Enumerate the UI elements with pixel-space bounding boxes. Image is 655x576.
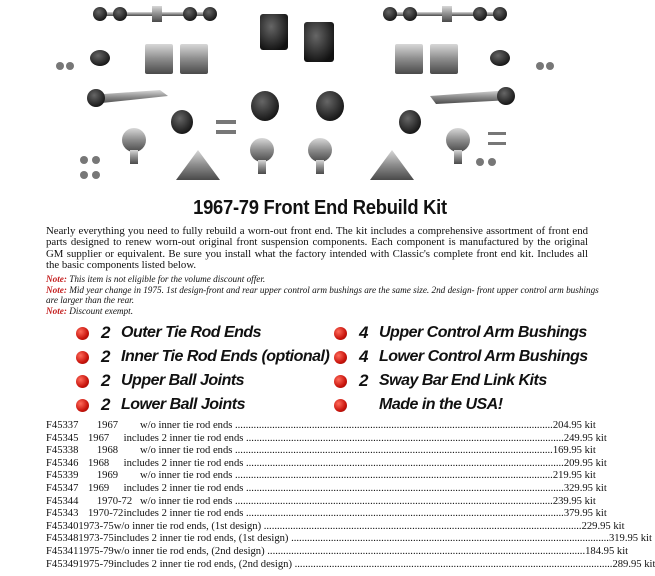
- description: includes 2 inner tie rod ends, (2nd design) ........................................................................................................................: [113, 558, 613, 570]
- part-number: F45338: [46, 445, 79, 457]
- bullet-icon: [76, 375, 89, 388]
- sway-bar-link-right: [383, 6, 507, 22]
- description: w/o inner tie rod ends, (2nd design) ........................................................................................................................: [113, 545, 586, 557]
- part-number: F45347: [46, 482, 79, 494]
- price: 239.95 kit: [552, 495, 596, 507]
- bullet-icon: [334, 375, 347, 388]
- year: 1969: [96, 470, 119, 482]
- product-photo: [40, 0, 600, 196]
- price: 204.95 kit: [552, 420, 596, 431]
- bullet-icon: [334, 351, 347, 364]
- description: w/o inner tie rod ends ........................................................................................................................: [139, 470, 553, 482]
- year: 1975-79: [78, 545, 114, 557]
- description: includes 2 inner tie rod ends ........................................................................................................................: [123, 432, 564, 444]
- table-row: [46, 470, 616, 483]
- note-2: Note: Mid year change in 1975. 1st design-front and rear upper control arm bushings are the same size. 2nd design- front upper control arm bushings are larger than the rear.: [46, 285, 599, 305]
- price: 169.95 kit: [552, 445, 596, 457]
- table-row: [46, 496, 616, 509]
- feature-item: 4 Upper Control Arm Bushings: [334, 322, 587, 344]
- note-3: Note: Discount exempt.: [46, 306, 134, 316]
- bullet-icon: [76, 327, 89, 340]
- year: 1967: [88, 432, 110, 444]
- description: w/o inner tie rod ends ........................................................................................................................: [139, 420, 553, 431]
- table-row: [46, 458, 616, 471]
- upper-control-arm-bushings: [90, 44, 510, 74]
- lower-control-arm-bushings: [260, 14, 334, 62]
- outer-tie-rod-end-left: [87, 89, 168, 107]
- description: includes 2 inner tie rod ends, (1st design) ........................................................................................................................: [113, 533, 609, 545]
- table-row: [46, 483, 616, 496]
- price: 249.95 kit: [563, 432, 607, 444]
- part-number: F45343: [46, 508, 79, 520]
- price: 329.95 kit: [563, 482, 607, 494]
- year: 1973-75: [78, 520, 114, 532]
- price: 289.95 kit: [612, 558, 655, 570]
- year: 1968: [88, 457, 110, 469]
- feature-item: 4 Lower Control Arm Bushings: [334, 346, 588, 368]
- part-number: F45346: [46, 457, 79, 469]
- sway-bar-link-left: [93, 6, 217, 22]
- year: 1970-72: [88, 508, 124, 520]
- price: 379.95 kit: [563, 508, 607, 520]
- description: w/o inner tie rod ends ........................................................................................................................: [139, 445, 553, 457]
- intro-paragraph: Nearly everything you need to fully rebuild a worn-out front end. The kit includes a comprehensive assortment of front end parts designed to renew worn-out original front suspension components. Each component is manufactured by the original GM supplier or equivalent. Be sure you install what the factory intended with Classic's complete front end kit. Includes all the basic components listed below.: [46, 225, 588, 272]
- year: 1973-75: [78, 533, 114, 545]
- outer-tie-rod-end-right: [430, 87, 515, 105]
- part-number: F45349: [46, 558, 79, 570]
- feature-item: Made in the USA!: [334, 394, 503, 416]
- bullet-icon: [76, 399, 89, 412]
- price: 229.95 kit: [581, 520, 625, 532]
- price: 219.95 kit: [552, 470, 596, 482]
- year: 1969: [88, 482, 110, 494]
- table-row: [46, 545, 629, 559]
- ball-joint-boots: [171, 91, 421, 134]
- ball-joints: [122, 128, 470, 180]
- price: 209.95 kit: [563, 457, 607, 469]
- part-number: F45340: [46, 520, 79, 532]
- part-number: F45345: [46, 432, 79, 444]
- feature-item: 2 Sway Bar End Link Kits: [334, 370, 547, 392]
- year: 1967: [96, 420, 119, 431]
- bullet-icon: [334, 327, 347, 340]
- year: 1975-79: [78, 558, 114, 570]
- bullet-icon: [334, 399, 347, 412]
- part-number: F45339: [46, 470, 79, 482]
- description: includes 2 inner tie rod ends ........................................................................................................................: [123, 457, 564, 469]
- table-row: [46, 445, 616, 458]
- table-row: [46, 420, 616, 433]
- bullet-icon: [76, 351, 89, 364]
- page-title: 1967-79 Front End Rebuild Kit: [193, 197, 447, 219]
- feature-item: 2 Lower Ball Joints: [76, 394, 245, 416]
- description: w/o inner tie rod ends ........................................................................................................................: [139, 495, 553, 507]
- year: 1970-72: [96, 495, 133, 507]
- table-row: [46, 433, 616, 446]
- feature-item: 2 Inner Tie Rod Ends (optional): [76, 346, 329, 368]
- price: 184.95 kit: [585, 545, 629, 557]
- note-1: Note: This item is not eligible for the volume discount offer.: [46, 274, 266, 284]
- year: 1968: [96, 445, 119, 457]
- part-number: F45341: [46, 545, 79, 557]
- price: 319.95 kit: [608, 533, 652, 545]
- part-number: F45337: [46, 420, 79, 431]
- table-row: [46, 558, 655, 572]
- feature-item: 2 Outer Tie Rod Ends: [76, 322, 261, 344]
- part-number: F45348: [46, 533, 79, 545]
- feature-item: 2 Upper Ball Joints: [76, 370, 244, 392]
- table-row: [46, 520, 625, 534]
- table-row: [46, 508, 616, 521]
- part-number: F45344: [46, 495, 79, 507]
- description: w/o inner tie rod ends, (1st design) ........................................................................................................................: [113, 520, 582, 532]
- description: includes 2 inner tie rod ends ........................................................................................................................: [123, 508, 564, 520]
- price-table: [46, 420, 655, 571]
- description: includes 2 inner tie rod ends ........................................................................................................................: [123, 482, 564, 494]
- table-row: [46, 533, 652, 546]
